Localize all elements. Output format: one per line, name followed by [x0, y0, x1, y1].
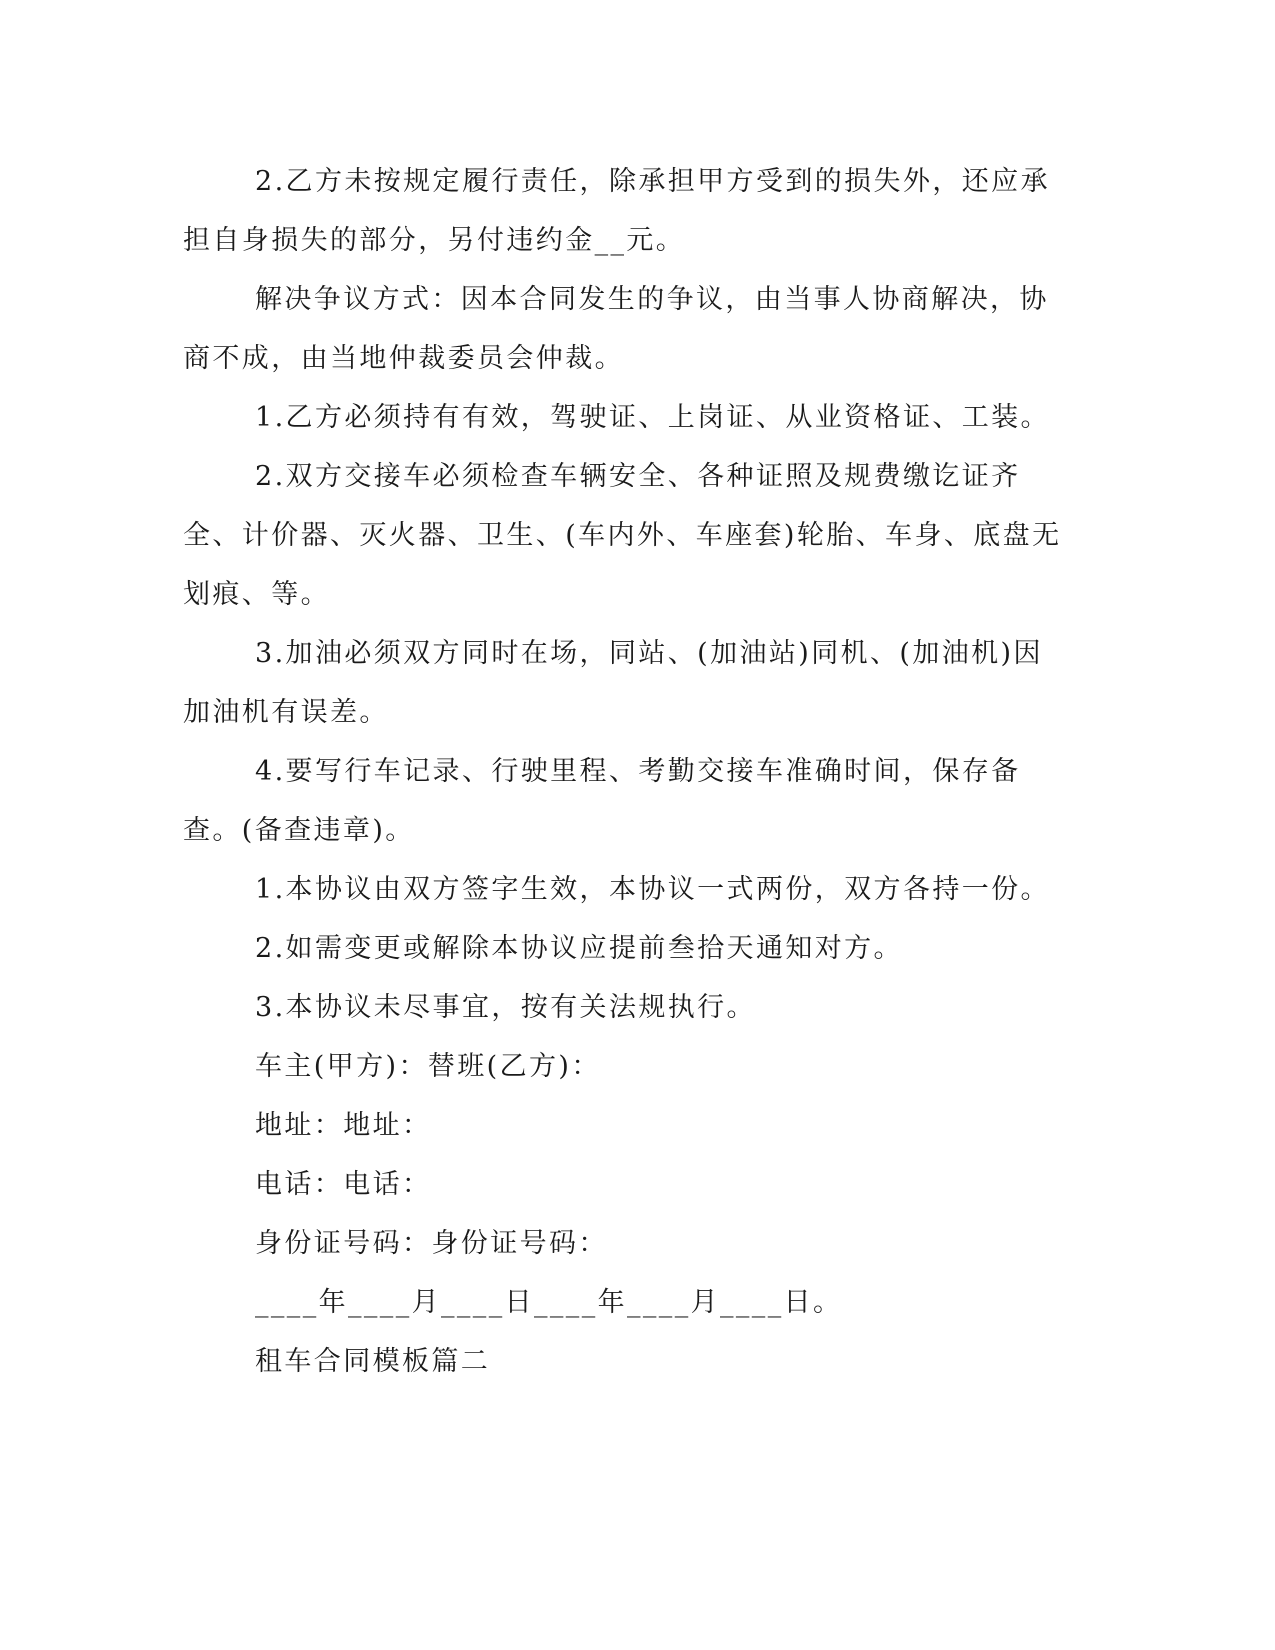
section-heading-template-two: 租车合同模板篇二 — [255, 1346, 491, 1377]
signature-phone: 电话：电话： — [255, 1169, 432, 1200]
paragraph-driver-licenses: 1.乙方必须持有有效，驾驶证、上岗证、从业资格证、工装。 — [255, 402, 1050, 433]
paragraph-vehicle-handover: 2.双方交接车必须检查车辆安全、各种证照及规费缴讫证齐全、计价器、灭火器、卫生、(车内外、车座套)轮胎、车身、底盘无划痕、等。 — [183, 461, 1062, 610]
document-page — [183, 152, 1063, 1391]
paragraph-agreement-effective: 1.本协议由双方签字生效，本协议一式两份，双方各持一份。 — [255, 874, 1050, 905]
paragraph-other-matters: 3.本协议未尽事宜，按有关法规执行。 — [255, 992, 756, 1023]
paragraph-agreement-change: 2.如需变更或解除本协议应提前叁拾天通知对方。 — [255, 933, 903, 964]
signature-address: 地址：地址： — [255, 1110, 432, 1141]
paragraph-refueling: 3.加油必须双方同时在场，同站、(加油站)同机、(加油机)因加油机有误差。 — [183, 638, 1043, 728]
signature-id-number: 身份证号码：身份证号码： — [255, 1228, 608, 1259]
paragraph-dispute-resolution: 解决争议方式：因本合同发生的争议，由当事人协商解决，协商不成，由当地仲裁委员会仲裁。 — [183, 284, 1049, 374]
paragraph-driving-records: 4.要写行车记录、行驶里程、考勤交接车准确时间，保存备查。(备查违章)。 — [183, 756, 1021, 846]
signature-parties: 车主(甲方)：替班(乙方)： — [255, 1051, 601, 1082]
signature-date: ____年____月____日____年____月____日。 — [255, 1287, 843, 1318]
paragraph-penalty-clause: 2.乙方未按规定履行责任，除承担甲方受到的损失外，还应承担自身损失的部分，另付违约金__元。 — [183, 166, 1050, 256]
